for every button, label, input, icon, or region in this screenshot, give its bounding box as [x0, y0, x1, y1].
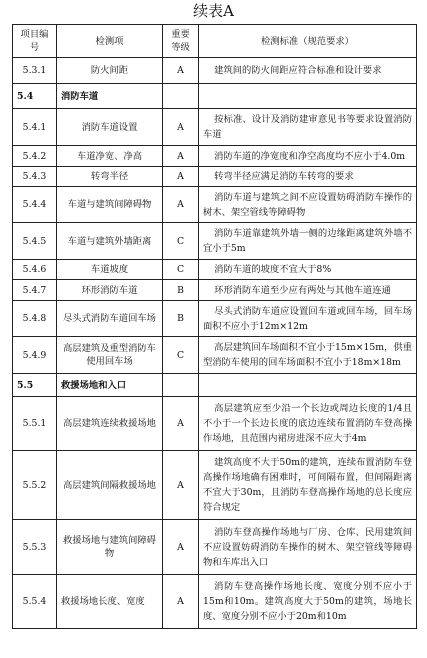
- row-item: 环形消防车道: [57, 280, 163, 301]
- row-level: A: [163, 109, 199, 146]
- row-level: C: [163, 337, 199, 374]
- header-item-name: 检测项: [57, 25, 163, 58]
- section-no: 5.4: [13, 84, 57, 109]
- row-no: 5.5.4: [13, 575, 57, 629]
- row-no: 5.4.1: [13, 109, 57, 146]
- row-no: 5.4.6: [13, 260, 57, 280]
- section-row: [13, 374, 417, 397]
- row-item: 尽头式消防车道回车场: [57, 301, 163, 337]
- row-item: 车道坡度: [57, 260, 163, 280]
- row-standard: 环形消防车道至少应有两处与其他车道连通: [199, 280, 417, 301]
- row-no: 5.4.3: [13, 167, 57, 187]
- inspection-table: [12, 24, 417, 629]
- row-level: A: [163, 167, 199, 187]
- row-standard: 高层建筑回车场面积不宜小于15m×15m，供重型消防车使用的回车场面积不宜小于18m×18m: [199, 337, 417, 374]
- row-level: A: [163, 146, 199, 167]
- table-row: [13, 167, 417, 187]
- header-item-no: 项目编号: [13, 25, 57, 58]
- row-level: B: [163, 301, 199, 337]
- row-level: C: [163, 260, 199, 280]
- row-standard: 消防车登高操作场地与厂房、仓库、民用建筑间不应设置妨碍消防车操作的树木、架空管线等障碍物和车库出入口: [199, 520, 417, 575]
- table-row: [13, 301, 417, 337]
- section-no: 5.5: [13, 374, 57, 397]
- row-item: 救援场地与建筑间障碍物: [57, 520, 163, 575]
- page-title: 续表A: [193, 2, 234, 20]
- row-standard: 建筑间的防火间距应符合标准和设计要求: [199, 58, 417, 84]
- row-standard: [199, 84, 417, 109]
- table-row: [13, 58, 417, 84]
- row-level: C: [163, 223, 199, 260]
- row-level: [163, 84, 199, 109]
- row-item: 防火间距: [57, 58, 163, 84]
- row-standard: 尽头式消防车道应设置回车道或回车场，回车场面积不应小于12m×12m: [199, 301, 417, 337]
- row-no: 5.4.9: [13, 337, 57, 374]
- table-row: [13, 260, 417, 280]
- table-row: [13, 146, 417, 167]
- row-item: 车道与建筑外墙距离: [57, 223, 163, 260]
- row-item: 高层建筑及重型消防车使用回车场: [57, 337, 163, 374]
- row-standard: [199, 374, 417, 397]
- row-no: 5.4.5: [13, 223, 57, 260]
- header-importance-level: 重要等级: [163, 25, 199, 58]
- row-item: 车道与建筑间障碍物: [57, 187, 163, 223]
- row-no: 5.4.8: [13, 301, 57, 337]
- row-item: 消防车道设置: [57, 109, 163, 146]
- row-no: 5.5.3: [13, 520, 57, 575]
- row-standard: 按标准、设计及消防建审意见书等要求设置消防车道: [199, 109, 417, 146]
- row-item: 高层建筑连续救援场地: [57, 397, 163, 451]
- row-level: B: [163, 280, 199, 301]
- row-item: 车道净宽、净高: [57, 146, 163, 167]
- row-level: A: [163, 575, 199, 629]
- section-title: 消防车道: [57, 84, 163, 109]
- row-standard: 高层建筑应至少沿一个长边或周边长度的1/4且不小于一个长边长度的底边连续布置消防车登高操作场地，且范围内裙房进深不应大于4m: [199, 397, 417, 451]
- row-level: [163, 374, 199, 397]
- row-no: 5.4.7: [13, 280, 57, 301]
- row-level: A: [163, 397, 199, 451]
- table-row: [13, 223, 417, 260]
- row-no: 5.5.1: [13, 397, 57, 451]
- row-item: 高层建筑间隔救援场地: [57, 451, 163, 520]
- row-standard: 转弯半径应满足消防车转弯的要求: [199, 167, 417, 187]
- section-title: 救援场地和入口: [57, 374, 163, 397]
- row-standard: 消防车道的坡度不宜大于8%: [199, 260, 417, 280]
- row-standard: 消防车登高操作场地长度、宽度分别不应小于15m和10m。建筑高度大于50m的建筑，场地长度、宽度分别不应小于20m和10m: [199, 575, 417, 629]
- row-level: A: [163, 187, 199, 223]
- table-row: [13, 187, 417, 223]
- row-item: 救援场地长度、宽度: [57, 575, 163, 629]
- section-row: [13, 84, 417, 109]
- row-item: 转弯半径: [57, 167, 163, 187]
- table-row: [13, 337, 417, 374]
- row-level: A: [163, 520, 199, 575]
- table-row: [13, 451, 417, 520]
- row-no: 5.5.2: [13, 451, 57, 520]
- row-standard: 建筑高度不大于50m的建筑，连续布置消防车登高操作场地确有困难时，可间隔布置，但间隔距离不宜大于30m，且消防车登高操作场地的总长度应符合规定: [199, 451, 417, 520]
- row-standard: 消防车道与建筑之间不应设置妨碍消防车操作的树木、架空管线等障碍物: [199, 187, 417, 223]
- table-row: [13, 520, 417, 575]
- row-no: 5.4.2: [13, 146, 57, 167]
- row-no: 5.4.4: [13, 187, 57, 223]
- row-level: A: [163, 451, 199, 520]
- table-row: [13, 280, 417, 301]
- table-row: [13, 109, 417, 146]
- row-no: 5.3.1: [13, 58, 57, 84]
- row-standard: 消防车道的净宽度和净空高度均不应小于4.0m: [199, 146, 417, 167]
- row-level: A: [163, 58, 199, 84]
- table-header-row: [13, 25, 417, 58]
- header-standard: 检测标准（规范要求）: [199, 25, 417, 58]
- table-row: [13, 575, 417, 629]
- row-standard: 消防车道靠建筑外墙一侧的边缘距离建筑外墙不宜小于5m: [199, 223, 417, 260]
- table-row: [13, 397, 417, 451]
